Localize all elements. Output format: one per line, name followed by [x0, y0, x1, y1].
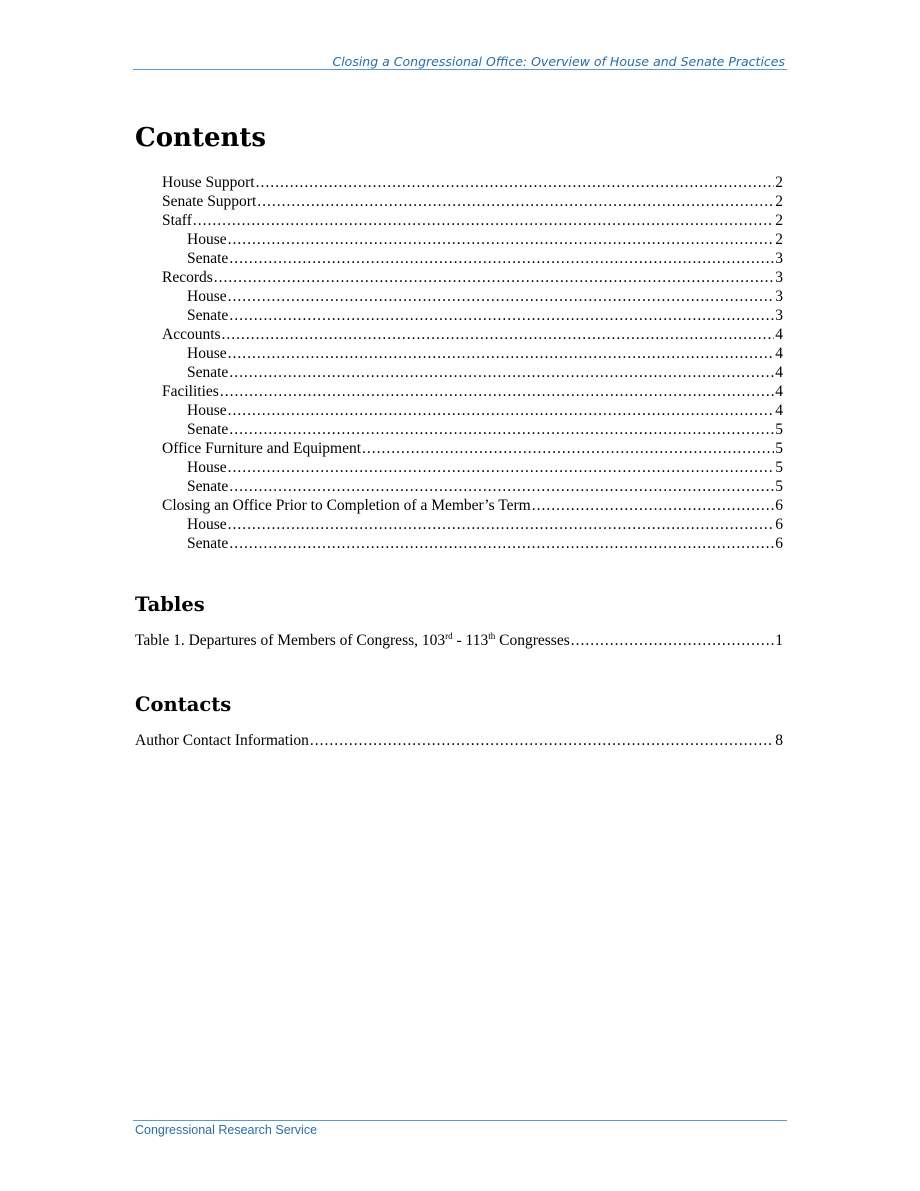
- ordinal-suffix: th: [488, 631, 496, 641]
- dot-leader: [310, 731, 774, 750]
- running-header-title: Closing a Congressional Office: Overview of House and Senate Practices: [332, 54, 785, 69]
- contacts-list: [135, 731, 783, 750]
- contents-list: [135, 173, 783, 553]
- toc-entry-text: House: [187, 288, 227, 305]
- dot-leader: [362, 439, 774, 458]
- dot-leader: [532, 496, 775, 515]
- toc-subentry[interactable]: [135, 515, 783, 534]
- toc-page-number: 4: [775, 383, 783, 400]
- toc-entry[interactable]: [135, 496, 783, 515]
- toc-entry-text: Accounts: [162, 326, 221, 343]
- toc-entry[interactable]: [135, 173, 783, 192]
- dot-leader: [228, 458, 775, 477]
- toc-page-number: 4: [775, 345, 783, 362]
- contents-heading: Contents: [135, 123, 267, 153]
- dot-leader: [228, 344, 775, 363]
- toc-entry-text: Senate: [187, 535, 229, 552]
- toc-entry-text: House: [187, 402, 227, 419]
- ordinal-suffix: rd: [445, 631, 453, 641]
- toc-subentry[interactable]: [135, 306, 783, 325]
- dot-leader: [229, 420, 774, 439]
- toc-entry-text: House Support: [162, 174, 255, 191]
- toc-page-number: 2: [775, 174, 783, 191]
- toc-entry-text: Staff: [162, 212, 192, 229]
- toc-page-number: 5: [775, 459, 783, 476]
- toc-entry[interactable]: [135, 192, 783, 211]
- toc-entry-text: House: [187, 345, 227, 362]
- toc-entry-text: Senate: [187, 364, 229, 381]
- toc-entry-text: Senate: [187, 478, 229, 495]
- dot-leader: [229, 249, 774, 268]
- toc-page-number: 5: [775, 478, 783, 495]
- toc-subentry[interactable]: [135, 363, 783, 382]
- table-toc-entry[interactable]: [135, 631, 783, 650]
- dot-leader: [193, 211, 774, 230]
- toc-page-number: 5: [775, 421, 783, 438]
- table-entry-prefix: Table 1. Departures of Members of Congress, 103: [135, 632, 446, 649]
- dot-leader: [256, 173, 775, 192]
- toc-subentry[interactable]: [135, 420, 783, 439]
- toc-subentry[interactable]: [135, 230, 783, 249]
- table-entry-suffix: Congresses: [495, 632, 570, 649]
- toc-entry-text: Records: [162, 269, 213, 286]
- toc-page-number: 1: [775, 632, 783, 649]
- toc-entry-text: Senate: [187, 250, 229, 267]
- toc-page-number: 4: [775, 326, 783, 343]
- toc-subentry[interactable]: [135, 249, 783, 268]
- toc-entry-text: House: [187, 231, 227, 248]
- toc-page-number: 6: [775, 535, 783, 552]
- toc-page-number: 6: [775, 516, 783, 533]
- toc-entry[interactable]: [135, 268, 783, 287]
- table-entry-middle: - 113: [452, 632, 489, 649]
- toc-subentry[interactable]: [135, 458, 783, 477]
- header-divider: [133, 69, 787, 70]
- toc-entry[interactable]: [135, 325, 783, 344]
- dot-leader: [229, 306, 774, 325]
- toc-page-number: 3: [775, 288, 783, 305]
- dot-leader: [220, 382, 774, 401]
- dot-leader: [228, 401, 775, 420]
- toc-page-number: 8: [775, 732, 783, 749]
- toc-subentry[interactable]: [135, 534, 783, 553]
- toc-entry-text: House: [187, 516, 227, 533]
- toc-entry-text: House: [187, 459, 227, 476]
- dot-leader: [229, 534, 774, 553]
- toc-page-number: 2: [775, 193, 783, 210]
- toc-subentry[interactable]: [135, 477, 783, 496]
- toc-entry[interactable]: [135, 211, 783, 230]
- toc-page-number: 3: [775, 269, 783, 286]
- dot-leader: [222, 325, 775, 344]
- toc-page-number: 4: [775, 364, 783, 381]
- dot-leader: [214, 268, 774, 287]
- toc-subentry[interactable]: [135, 287, 783, 306]
- footer-divider: [133, 1120, 787, 1121]
- dot-leader: [229, 477, 774, 496]
- dot-leader: [257, 192, 774, 211]
- toc-page-number: 4: [775, 402, 783, 419]
- toc-entry-text: Senate: [187, 307, 229, 324]
- contacts-heading: Contacts: [135, 693, 232, 716]
- dot-leader: [229, 363, 774, 382]
- toc-entry-text: Senate Support: [162, 193, 257, 210]
- toc-entry[interactable]: [135, 439, 783, 458]
- toc-entry-text: Senate: [187, 421, 229, 438]
- toc-subentry[interactable]: [135, 401, 783, 420]
- toc-entry-text: [135, 631, 570, 650]
- dot-leader: [571, 631, 775, 650]
- toc-entry[interactable]: [135, 382, 783, 401]
- toc-page-number: 2: [775, 212, 783, 229]
- dot-leader: [228, 515, 775, 534]
- toc-entry-text: Facilities: [162, 383, 219, 400]
- tables-heading: Tables: [135, 593, 205, 616]
- toc-page-number: 3: [775, 307, 783, 324]
- dot-leader: [228, 230, 775, 249]
- toc-page-number: 2: [775, 231, 783, 248]
- footer-publisher: Congressional Research Service: [135, 1123, 318, 1137]
- toc-page-number: 3: [775, 250, 783, 267]
- toc-page-number: 5: [775, 440, 783, 457]
- toc-entry-text: Closing an Office Prior to Completion of a Member’s Term: [162, 497, 531, 514]
- toc-page-number: 6: [775, 497, 783, 514]
- tables-list: [135, 631, 783, 650]
- toc-entry-text: Author Contact Information: [135, 732, 309, 749]
- contact-toc-entry[interactable]: [135, 731, 783, 750]
- dot-leader: [228, 287, 775, 306]
- toc-subentry[interactable]: [135, 344, 783, 363]
- toc-entry-text: Office Furniture and Equipment: [162, 440, 362, 457]
